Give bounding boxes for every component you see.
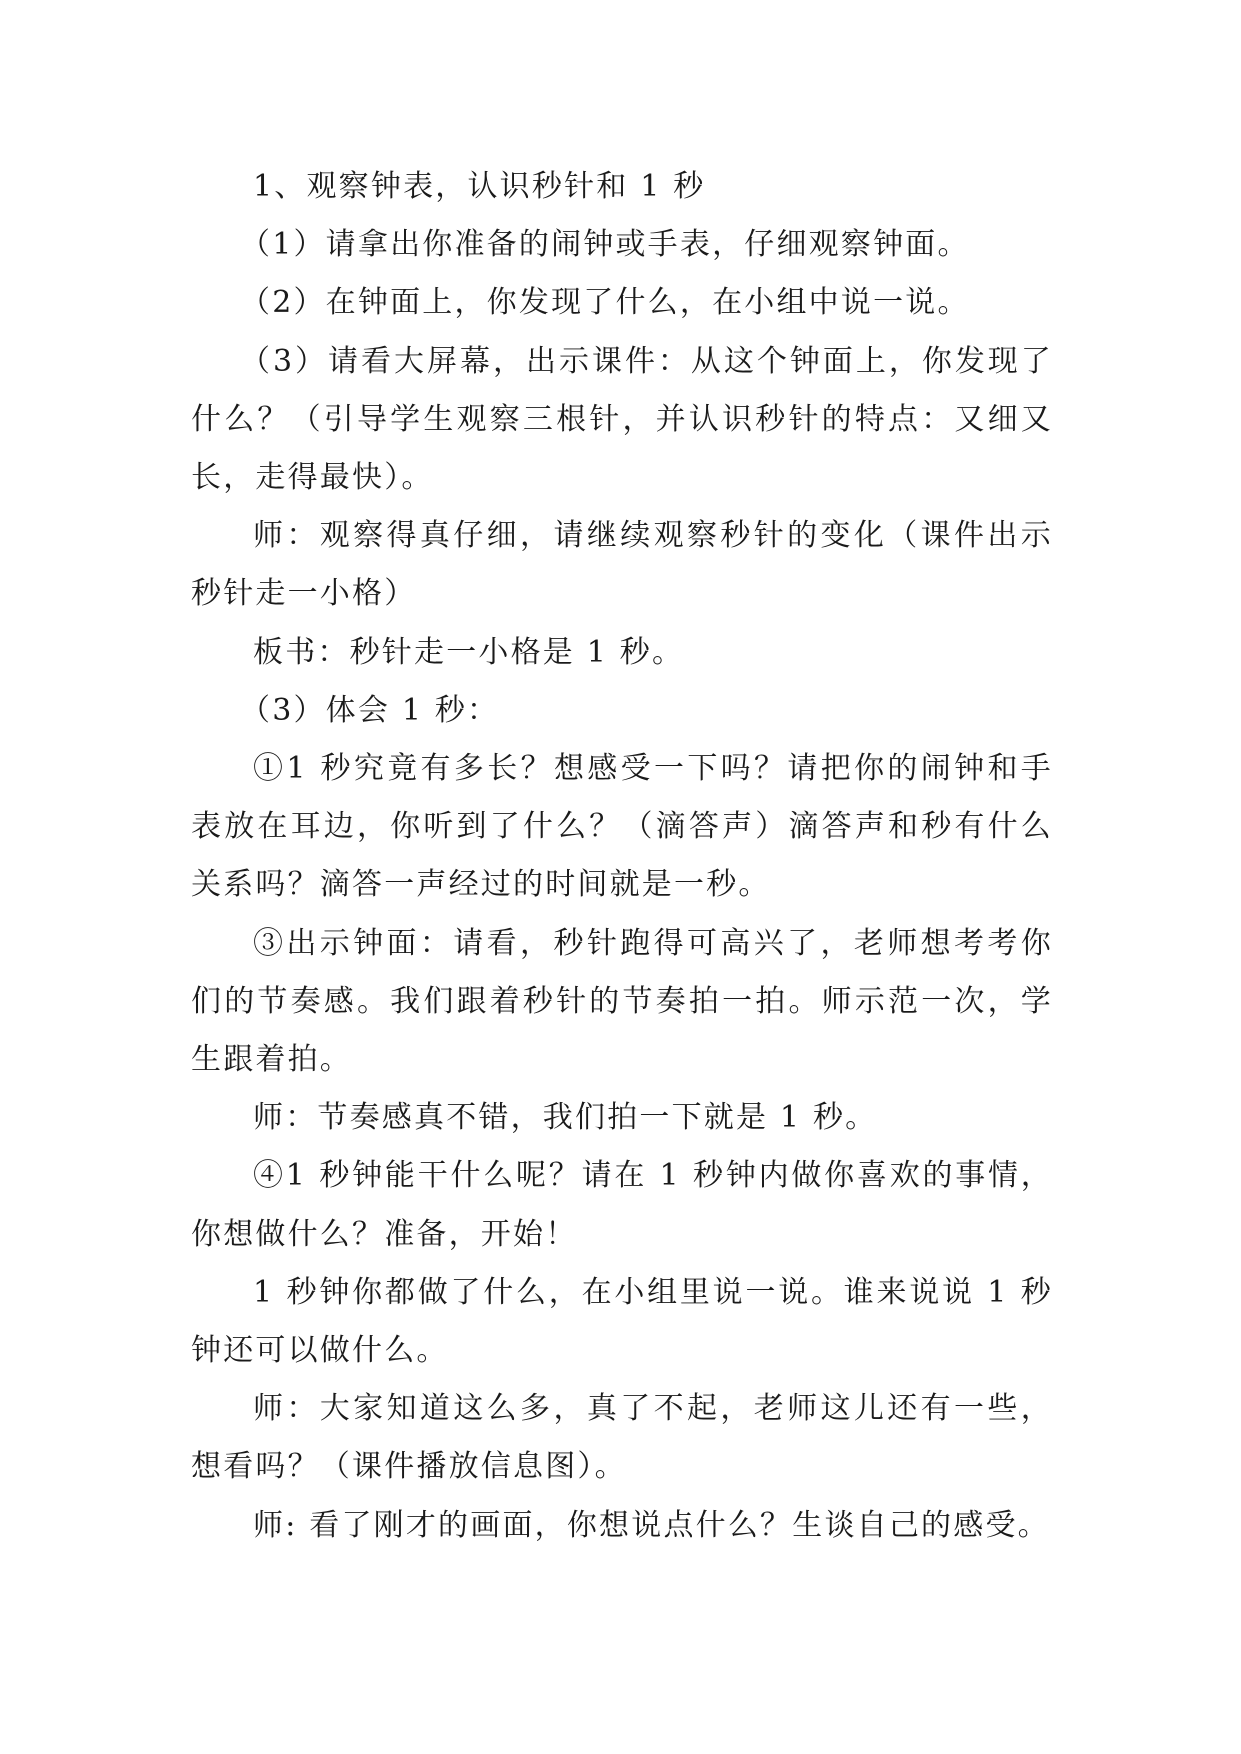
paragraph-teacher-rhythm: 师：节奏感真不错，我们拍一下就是 1 秒。 [253, 1100, 878, 1136]
paragraph-heading: 1、观察钟表，认识秒针和 1 秒 [253, 169, 706, 204]
paragraph-teacher-info: 师：大家知道这么多，真了不起，老师这儿还有一些，想看吗？（课件播放信息图）。 [191, 1391, 1053, 1485]
document-body [191, 158, 1053, 1555]
paragraph-experience-heading: （3）体会 1 秒： [240, 692, 500, 728]
paragraph-group-talk: 1 秒钟你都做了什么，在小组里说一说。谁来说说 1 秒钟还可以做什么。 [191, 1274, 1053, 1369]
paragraph-item-3: ③出示钟面：请看，秒针跑得可高兴了，老师想考考你们的节奏感。我们跟着秒针的节奏拍一拍。师示范一次，学生跟着拍。 [191, 925, 1053, 1078]
paragraph-step-3: （3）请看大屏幕，出示课件：从这个钟面上，你发现了什么？（引导学生观察三根针，并认识秒针的特点：又细又长，走得最快）。 [191, 343, 1053, 496]
paragraph-teacher-feeling: 师: 看了刚才的画面，你想说点什么？生谈自己的感受。 [253, 1507, 1050, 1543]
paragraph-item-1: ①1 秒究竟有多长？想感受一下吗？请把你的闹钟和手表放在耳边，你听到了什么？（滴答声）滴答声和秒有什么关系吗？滴答一声经过的时间就是一秒。 [191, 751, 1053, 903]
paragraph-step-1: （1）请拿出你准备的闹钟或手表，仔细观察钟面。 [240, 227, 970, 263]
paragraph-teacher-observe: 师：观察得真仔细，请继续观察秒针的变化（课件出示秒针走一小格） [191, 518, 1053, 612]
paragraph-item-4: ④1 秒钟能干什么呢？请在 1 秒钟内做你喜欢的事情，你想做什么？准备，开始！ [191, 1158, 1053, 1252]
paragraph-step-2: （2）在钟面上，你发现了什么，在小组中说一说。 [240, 285, 970, 321]
paragraph-board-note: 板书：秒针走一小格是 1 秒。 [253, 634, 685, 670]
